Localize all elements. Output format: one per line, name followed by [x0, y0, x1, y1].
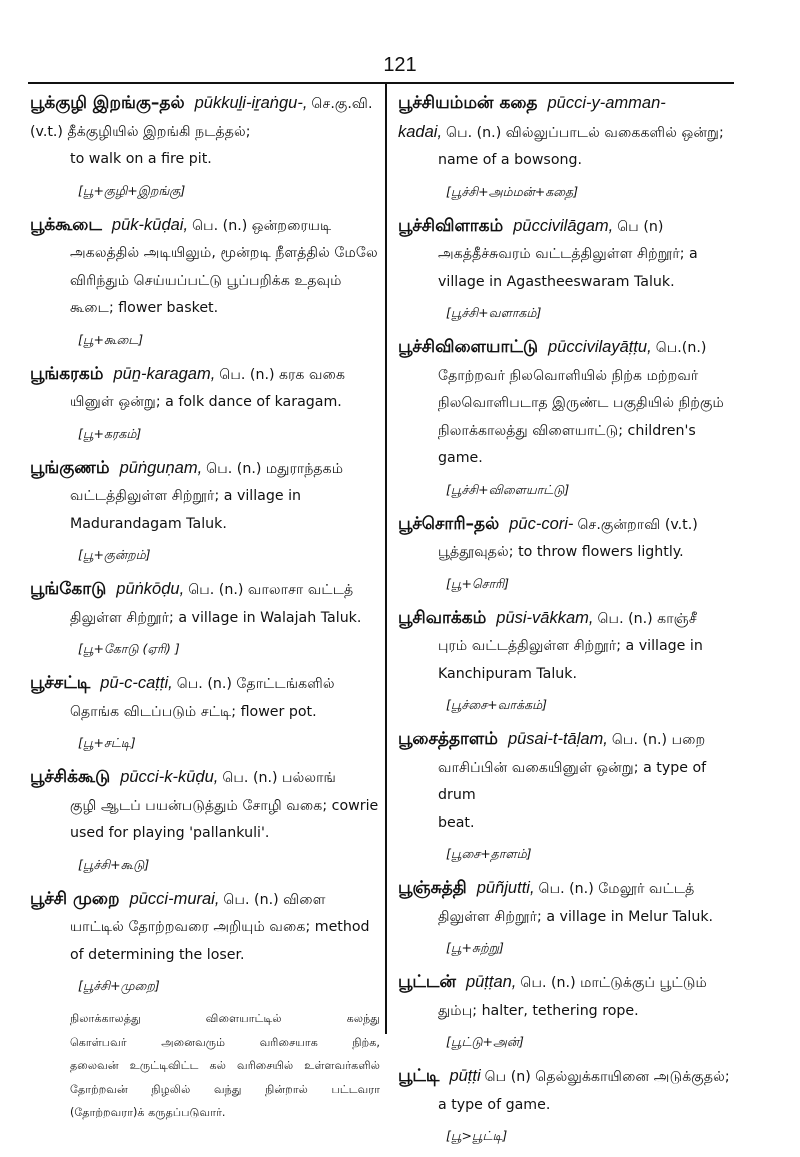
headword: பூசைத்தாளம்	[398, 729, 498, 749]
right-column	[398, 90, 730, 1157]
definition-line: Madurandagam Taluk.	[70, 515, 227, 532]
usage-note-line: (தோற்றவரா)க் கருதப்படுவார்.	[70, 1106, 226, 1119]
headword: பூச்சட்டி	[30, 673, 91, 693]
headword: பூச்சொரி–தல்	[398, 513, 500, 534]
transliteration: pūcci-murai,	[129, 889, 220, 908]
definition-line: அகலத்தில் அடியிலும், மூன்றடி நீளத்தில் மேலே	[70, 245, 378, 261]
definition-line: பெ. (n.) மாட்டுக்குப் பூட்டும்	[520, 975, 707, 991]
headword: பூச்சியம்மன் கதை	[398, 93, 538, 113]
definition-line: beat.	[438, 814, 475, 831]
definition-line: செ.குன்றாவி (v.t.)	[577, 516, 698, 533]
right-entry	[398, 875, 730, 959]
transliteration: pūṭṭi	[449, 1067, 481, 1085]
entry-body	[30, 764, 380, 848]
definition-line: பெ. (n.) விளை	[223, 891, 326, 908]
right-entry	[398, 90, 730, 203]
definition-line: குழி ஆடப் பயன்படுத்தும் சோழி வகை; cowrie	[70, 797, 379, 814]
definition-line: பெ. (n.) பறை	[611, 732, 706, 748]
transliteration: pūccivilayāṭṭu,	[548, 338, 652, 356]
headword: பூச்சிக்கூடு	[30, 767, 111, 787]
definition-line: to walk on a fire pit.	[70, 151, 212, 167]
transliteration: pūcci-k-kūḍu,	[120, 768, 219, 786]
entry-body	[398, 511, 730, 567]
transliteration: pūk-kūḍai,	[111, 215, 189, 234]
usage-note-line: தலைவன் உருட்டிவிட்ட கல் வரிசையில் உள்ளவர்களில்	[70, 1059, 380, 1072]
headword: பூஞ்சுத்தி	[398, 878, 467, 898]
headword: பூச்சிவிளாகம்	[398, 215, 504, 236]
right-entry	[398, 726, 730, 865]
etymology: [பூ+கூடை]	[78, 331, 144, 347]
left-entry	[30, 361, 380, 445]
entry-body	[398, 90, 730, 175]
right-entry	[398, 334, 730, 501]
right-entry	[398, 511, 730, 595]
etymology: [பூசை+தாளம்]	[446, 846, 532, 861]
column-divider	[385, 84, 387, 1034]
transliteration: pūcci-y-amman-kadai,	[398, 94, 666, 141]
etymology: [பூ>பூட்டி]	[446, 1128, 508, 1143]
definition-line: Kanchipuram Taluk.	[438, 665, 577, 682]
etymology: [பூச்சி+முறை]	[78, 978, 160, 993]
headword: பூசிவாக்கம்	[398, 607, 487, 628]
etymology: [பூட்டு+அன்]	[446, 1034, 524, 1049]
etymology: [பூ+சட்டி]	[78, 735, 136, 750]
entry-body	[30, 90, 380, 174]
right-entry	[398, 969, 730, 1053]
entry-body	[30, 455, 380, 539]
etymology: [பூச்சி+அம்மன்+கதை]	[446, 183, 579, 199]
definition-line: பெ. (n.) பல்லாங்	[222, 770, 336, 786]
left-column	[30, 90, 380, 1125]
usage-note-line: தோற்றவன் நிழலில் வந்து நின்றால் பட்டவரா	[70, 1082, 380, 1096]
definition-line: a type of game.	[438, 1096, 551, 1113]
definition-line: name of a bowsong.	[438, 152, 583, 168]
definition-line: பெ. (n.) காஞ்சீ	[597, 610, 697, 627]
transliteration: pū-c-caṭṭi,	[100, 674, 173, 692]
headword: பூங்கரகம்	[30, 363, 104, 384]
right-entry	[398, 213, 730, 325]
definition-line: பெ (n) தெல்லுக்காயினை அடுக்குதல்;	[484, 1069, 730, 1085]
entry-body	[398, 726, 730, 837]
entry-body	[398, 1063, 730, 1119]
definition-line: தும்பு; halter, tethering rope.	[438, 1002, 639, 1019]
left-entry	[30, 90, 380, 202]
entry-body	[398, 875, 730, 931]
left-entry	[30, 886, 380, 998]
top-rule	[28, 82, 734, 84]
page-number: 121	[383, 54, 417, 76]
definition-line: வாசிப்பின் வகையினுள் ஒன்று; a type of drum	[438, 759, 707, 803]
entry-body	[398, 213, 730, 297]
definition-line: பெ. (n.) தோட்டங்களில்	[176, 676, 335, 692]
definition-line: திலுள்ள சிற்றூர்; a village in Walajah Taluk.	[70, 609, 362, 626]
transliteration: pūṉ-karagam,	[113, 364, 216, 383]
entry-body	[30, 361, 380, 417]
definition-line: நிலவொளிபடாத இருண்ட பகுதியில் நிற்கும்	[438, 395, 724, 411]
usage-note-line: நிலாக்காலத்து விளையாட்டில் கலந்து	[70, 1012, 380, 1025]
transliteration: pūsi-vākkam,	[496, 608, 594, 627]
transliteration: pūc-cori-	[509, 514, 574, 533]
headword: பூங்குணம்	[30, 457, 110, 478]
definition-line: அகத்தீச்சுவரம் வட்டத்திலுள்ள சிற்றூர்; a	[438, 246, 698, 262]
etymology: [பூ+குழி+இறங்கு]	[78, 182, 186, 198]
etymology: [பூ+சுற்று]	[446, 940, 504, 955]
entry-body	[30, 670, 380, 726]
definition-line: பெ. (n.) மேலூர் வட்டத்	[538, 881, 695, 897]
etymology: [பூச்சி+கூடு]	[78, 856, 150, 872]
transliteration: pūṅguṇam,	[119, 458, 203, 477]
definition-line: பெ. (n.) வில்லுப்பாடல் வகைகளில் ஒன்று;	[446, 124, 724, 141]
etymology: [பூ+குன்றம்]	[78, 547, 151, 562]
definition-line: பெ. (n.) மதுராந்தகம்	[206, 460, 344, 477]
transliteration: pūccivilāgam,	[513, 216, 614, 235]
definition-line: தோற்றவர் நிலவொளியில் நிற்க மற்றவர்	[438, 367, 699, 384]
definition-line: திலுள்ள சிற்றூர்; a village in Melur Taluk.	[438, 908, 714, 925]
definition-line: பெ (n)	[617, 218, 664, 235]
definition-line: வட்டத்திலுள்ள சிற்றூர்; a village in	[70, 488, 302, 504]
definition-line: புரம் வட்டத்திலுள்ள சிற்றூர்; a village in	[438, 638, 703, 654]
definition-line: game.	[438, 450, 483, 466]
definition-line: பெ.(n.)	[655, 340, 707, 356]
etymology: [பூ+சொரி]	[446, 575, 509, 591]
transliteration: pūñjutti,	[476, 879, 535, 897]
definition-line: of determining the loser.	[70, 946, 245, 963]
entry-body	[398, 969, 730, 1025]
usage-note-line: கொள்பவர் அனைவரும் வரிசையாக நிற்க,	[70, 1035, 380, 1049]
usage-note	[30, 1007, 380, 1125]
entry-body	[30, 576, 380, 632]
definition-line: யினுள் ஒன்று; a folk dance of karagam.	[70, 394, 342, 410]
definition-line: தொங்க விடப்படும் சட்டி; flower pot.	[70, 703, 317, 720]
definition-line: யாட்டில் தோற்றவரை அறியும் வகை; method	[70, 919, 370, 935]
right-entry	[398, 1063, 730, 1147]
entry-body	[398, 334, 730, 473]
headword: பூக்கூடை	[30, 214, 102, 235]
definition-line: பூத்தூவுதல்; to throw flowers lightly.	[438, 544, 684, 560]
definition-line: பெ. (n.) ஒன்றரையடி	[192, 217, 332, 234]
headword: பூட்டன்	[398, 972, 456, 992]
headword: பூச்சி முறை	[30, 888, 120, 909]
definition-line: விரிந்தும் செய்யப்பட்டு பூப்பறிக்க உதவும்	[70, 272, 342, 289]
transliteration: pūṭṭan,	[465, 973, 517, 991]
etymology: [பூ+கரகம்]	[78, 425, 142, 441]
definition-line: கூடை; flower basket.	[70, 300, 219, 316]
headword: பூச்சிவிளையாட்டு	[398, 337, 539, 357]
etymology: [பூச்சி+விளையாட்டு]	[446, 481, 570, 497]
definition-line: பெ. (n.) கரக வகை	[219, 366, 346, 383]
entry-body	[398, 605, 730, 689]
transliteration: pūṅkōḍu,	[116, 580, 185, 598]
definition-line: நிலாக்காலத்து விளையாட்டு; children's	[438, 422, 696, 439]
headword: பூக்குழி இறங்கு–தல்	[30, 93, 185, 113]
etymology: [பூச்சை+வாக்கம்]	[446, 697, 548, 712]
definition-line: பெ. (n.) வாலாசா வட்டத்	[188, 582, 354, 598]
definition-line: used for playing 'pallankuli'.	[70, 825, 270, 841]
etymology: [பூச்சி+வளாகம்]	[446, 305, 542, 320]
etymology: [பூ+கோடு (ஏரி) ]	[78, 641, 180, 656]
left-entry	[30, 764, 380, 876]
left-entry	[30, 212, 380, 351]
left-entry	[30, 576, 380, 660]
left-entry	[30, 455, 380, 567]
headword: பூங்கோடு	[30, 579, 107, 599]
transliteration: pūsai-t-tāḷam,	[507, 730, 608, 748]
definition-line: செ.கு.வி. (v.t.) தீக்குழியில் இறங்கி நடத்தல்;	[30, 96, 373, 140]
entry-body	[30, 886, 380, 970]
headword: பூட்டி	[398, 1066, 440, 1086]
left-entry	[30, 670, 380, 754]
right-entry	[398, 605, 730, 717]
transliteration: pūkkuḻi-iṟaṅgu-,	[194, 94, 308, 112]
definition-line: village in Agastheeswaram Taluk.	[438, 273, 675, 290]
entry-body	[30, 212, 380, 323]
